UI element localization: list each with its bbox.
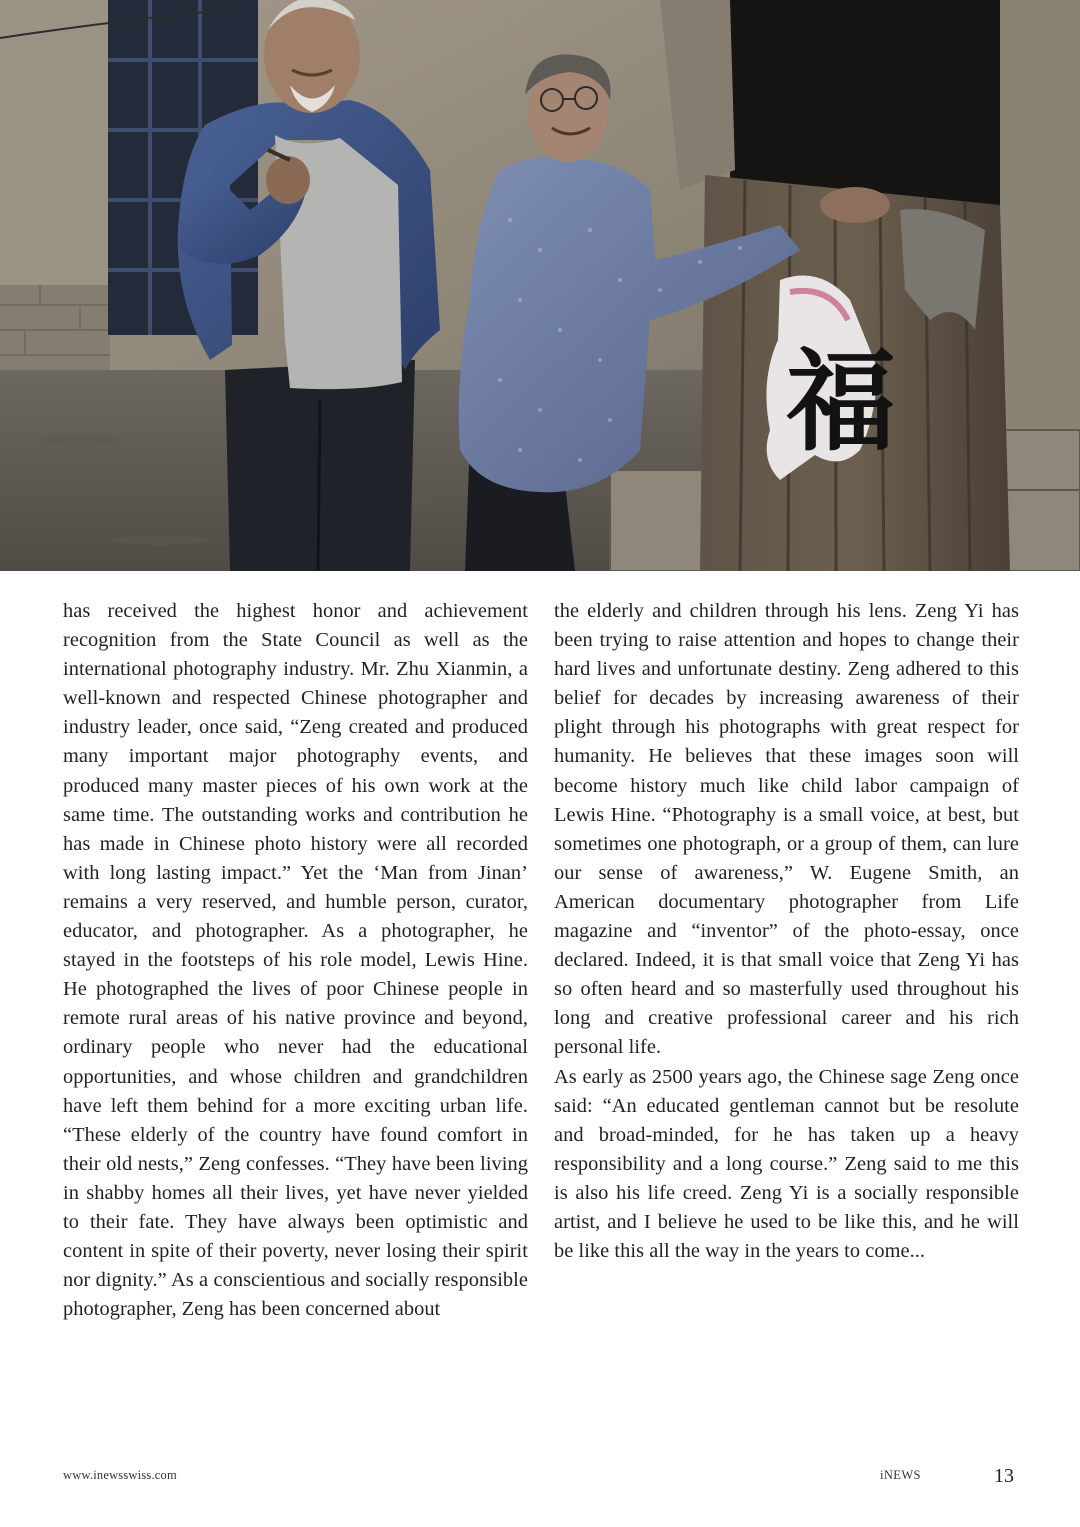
photo-illustration <box>0 0 1080 571</box>
article-column-left <box>63 597 528 1324</box>
article-paragraph: has received the highest honor and achievement recognition from the State Council as well as the international photography industry. Mr. Zhu Xianmin, a well-known and respected Chinese photographer and industry leader, once said, “Zeng created and produced many important major photography events, and produced many master pieces of his own work at the same time. The outstanding works and contribution he has made in Chinese photo history were all recorded with long lasting impact.” Yet the ‘Man from Jinan’ remains a very reserved, and humble person, curator, educator, and photographer. As a photographer, he stayed in the footsteps of his role model, Lewis Hine. He photographed the lives of poor Chinese people in remote rural areas of his native province and beyond, ordinary people who never had the educational opportunities, and whose children and grandchildren have left them behind for a more exciting urban life. “These elderly of the country have found comfort in their old nests,” Zeng confesses. “They have been living in shabby homes all their lives, yet have never yielded to their fate. They have always been optimistic and content in spite of their poverty, never losing their spirit nor dignity.” As a conscientious and socially responsible photographer, Zeng has been concerned about <box>63 600 528 1321</box>
footer-website-url[interactable]: www.inewsswiss.com <box>63 1468 177 1482</box>
footer-brand-name: iNEWS <box>880 1468 921 1482</box>
article-photo <box>0 0 1080 571</box>
article-paragraph: As early as 2500 years ago, the Chinese sage Zeng once said: “An educated gentleman cannot but be resolute and broad-minded, for he has taken up a heavy responsibility and a long course.” Zeng said to me this is also his life creed. Zeng Yi is a socially responsible artist, and I believe he used to be like this, and he will be like this all the way in the years to come... <box>554 1065 1019 1263</box>
article-column-right <box>554 597 1019 1266</box>
fu-character: 福 <box>786 337 896 466</box>
article-paragraph: the elderly and children through his lens. Zeng Yi has been trying to raise attention and hopes to change their hard lives and unfortunate destiny. Zeng adhered to this belief for decades by increasing awareness of their plight through his photographs with great respect for humanity. He believes that these images soon will become history much like child labor campaign of Lewis Hine. “Photography is a small voice, at best, but sometimes one photograph, or a group of them, can lure our sense of awareness,” W. Eugene Smith, an American documentary photographer from Life magazine and “inventor” of the photo-essay, once declared. Indeed, it is that small voice that Zeng Yi has so often heard and so masterfully used throughout his long and creative professional career and his rich personal life. <box>554 600 1019 1059</box>
page-number: 13 <box>994 1465 1014 1487</box>
